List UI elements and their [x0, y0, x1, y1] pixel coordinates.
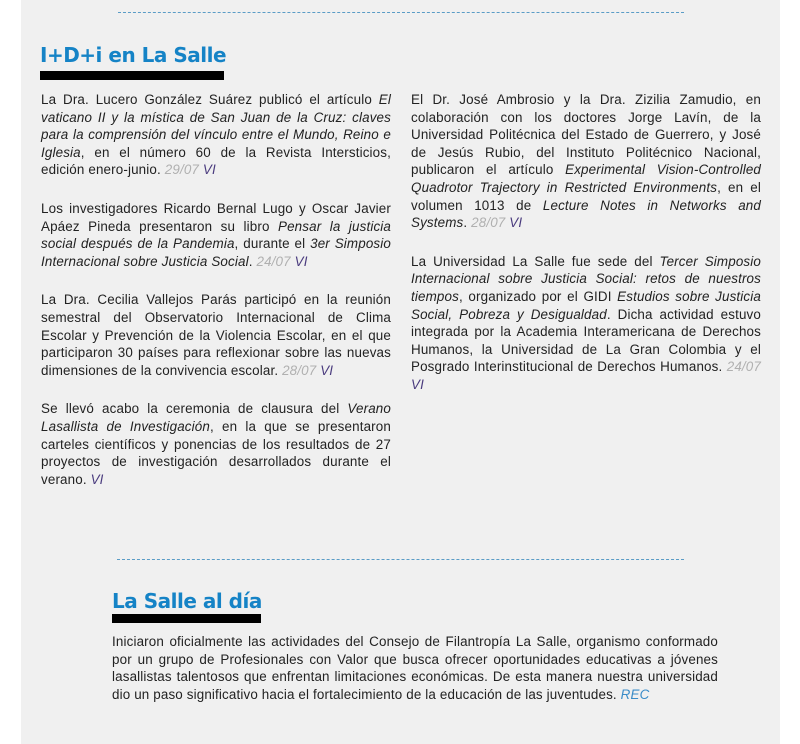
news-item-text: , durante el: [234, 236, 311, 252]
dashed-divider-middle: [117, 559, 684, 560]
news-item: [41, 200, 391, 270]
news-item-title-text: El vaticano II y la mística de San Juan de la Cruz: claves para la comprensión del vínculo entre el Mundo, Reino e Iglesia: [41, 92, 391, 160]
news-item-title-text: Lecture Notes in Networks and Systems: [411, 197, 761, 231]
research-news-left-column: [41, 91, 391, 509]
research-news-right-column: [411, 91, 761, 415]
news-item-text: La Dra. Cecilia Vallejos Parás participó en la reunión semestral del Observatorio Internacional de Clima Escolar y Prevención de la Violencia Escolar, en el que participaron 30 países para reflexionar sobre las nuevas dimensiones de la convivencia escolar.: [41, 292, 391, 378]
news-item: [41, 91, 391, 179]
news-item-title-text: Verano Lasallista de Investigación: [41, 401, 391, 434]
news-item: [411, 253, 761, 394]
dashed-divider-top: [118, 12, 684, 13]
news-item-title-text: Experimental Vision-Controlled Quadrotor Trajectory in Restricted Environments: [411, 162, 762, 195]
news-item-source-tag: VI: [509, 215, 523, 231]
news-item-date: 24/07: [726, 359, 761, 375]
news-item-text: Iniciaron oficialmente las actividades del Consejo de Filantropía La Salle, organismo conformado por un grupo de Profesionales con Valor que busca ofrecer oportunidades educativas a jóvenes lasallistas talentosos que enfrentan limitaciones económicas. De esta manera nuestra universidad dio un paso significativo hacia el fortalecimiento de la educación de las juventudes.: [112, 634, 718, 702]
news-item-title-text: Pensar la justicia social después de la Pandemia: [41, 218, 392, 252]
title-underline-bar: [112, 614, 261, 623]
news-item-text: , en el número 60 de la Revista Intersticios, edición enero-junio.: [41, 144, 391, 178]
news-item-title-text: Estudios sobre Justicia Social, Pobreza y Desigualdad: [411, 288, 761, 322]
news-item-text: .: [463, 215, 472, 231]
news-item-text: La Universidad La Salle fue sede del: [411, 253, 660, 269]
news-item: [411, 91, 761, 232]
daily-news-column: [112, 633, 718, 724]
news-item-text: , en la que se presentaron carteles científicos y ponencias de los resultados de 27 proyectos de investigación desarrollados durante el verano.: [41, 418, 391, 487]
news-item-text: Se llevó acabo la ceremonia de clausura del: [41, 401, 348, 417]
news-item-title-text: Tercer Simposio Internacional sobre Justicia Social: retos de nuestros tiempos: [411, 253, 761, 304]
news-item-date: 28/07: [282, 362, 321, 378]
news-item-source-tag: REC: [620, 686, 650, 702]
section-title-daily: La Salle al día: [112, 589, 262, 613]
news-item: [112, 633, 718, 703]
news-item-source-tag: VI: [411, 376, 424, 392]
news-item: [41, 400, 391, 488]
news-item-text: El Dr. José Ambrosio y la Dra. Zizilia Zamudio, en colaboración con los doctores Jorge Lavín, de la Universidad Politécnica del Estado de Guerrero, y José de Jesús Rubio, del Instituto Politécnico Nacional, publicaron el artículo: [411, 92, 761, 178]
section-title-research: I+D+i en La Salle: [40, 43, 227, 67]
news-item-text: , organizado por el GIDI: [458, 288, 618, 304]
news-item-date: 29/07: [164, 162, 203, 178]
news-item-text: Los investigadores Ricardo Bernal Lugo y Oscar Javier Apáez Pineda presentaron su libro: [41, 200, 391, 234]
news-item-title-text: 3er Simposio Internacional sobre Justicia Social: [41, 236, 391, 269]
news-item-text: . Dicha actividad estuvo integrada por la Academia Interamericana de Derechos Humanos, la Universidad de La Gran Colombia y el Posgrado Interinstitucional de Derechos Humanos.: [411, 306, 761, 375]
news-item-date: 24/07: [256, 253, 295, 269]
news-item-text: La Dra. Lucero González Suárez publicó el artículo: [41, 92, 379, 107]
news-item-source-tag: VI: [294, 253, 308, 269]
news-item-text: .: [248, 253, 257, 269]
news-item-text: , en el volumen 1013 de: [411, 179, 762, 213]
news-item-source-tag: VI: [90, 471, 104, 487]
title-underline-bar: [40, 71, 224, 80]
news-item-source-tag: VI: [202, 162, 216, 178]
news-item-date: 28/07: [471, 215, 510, 231]
news-item: [41, 291, 391, 379]
news-item-source-tag: VI: [320, 362, 334, 378]
